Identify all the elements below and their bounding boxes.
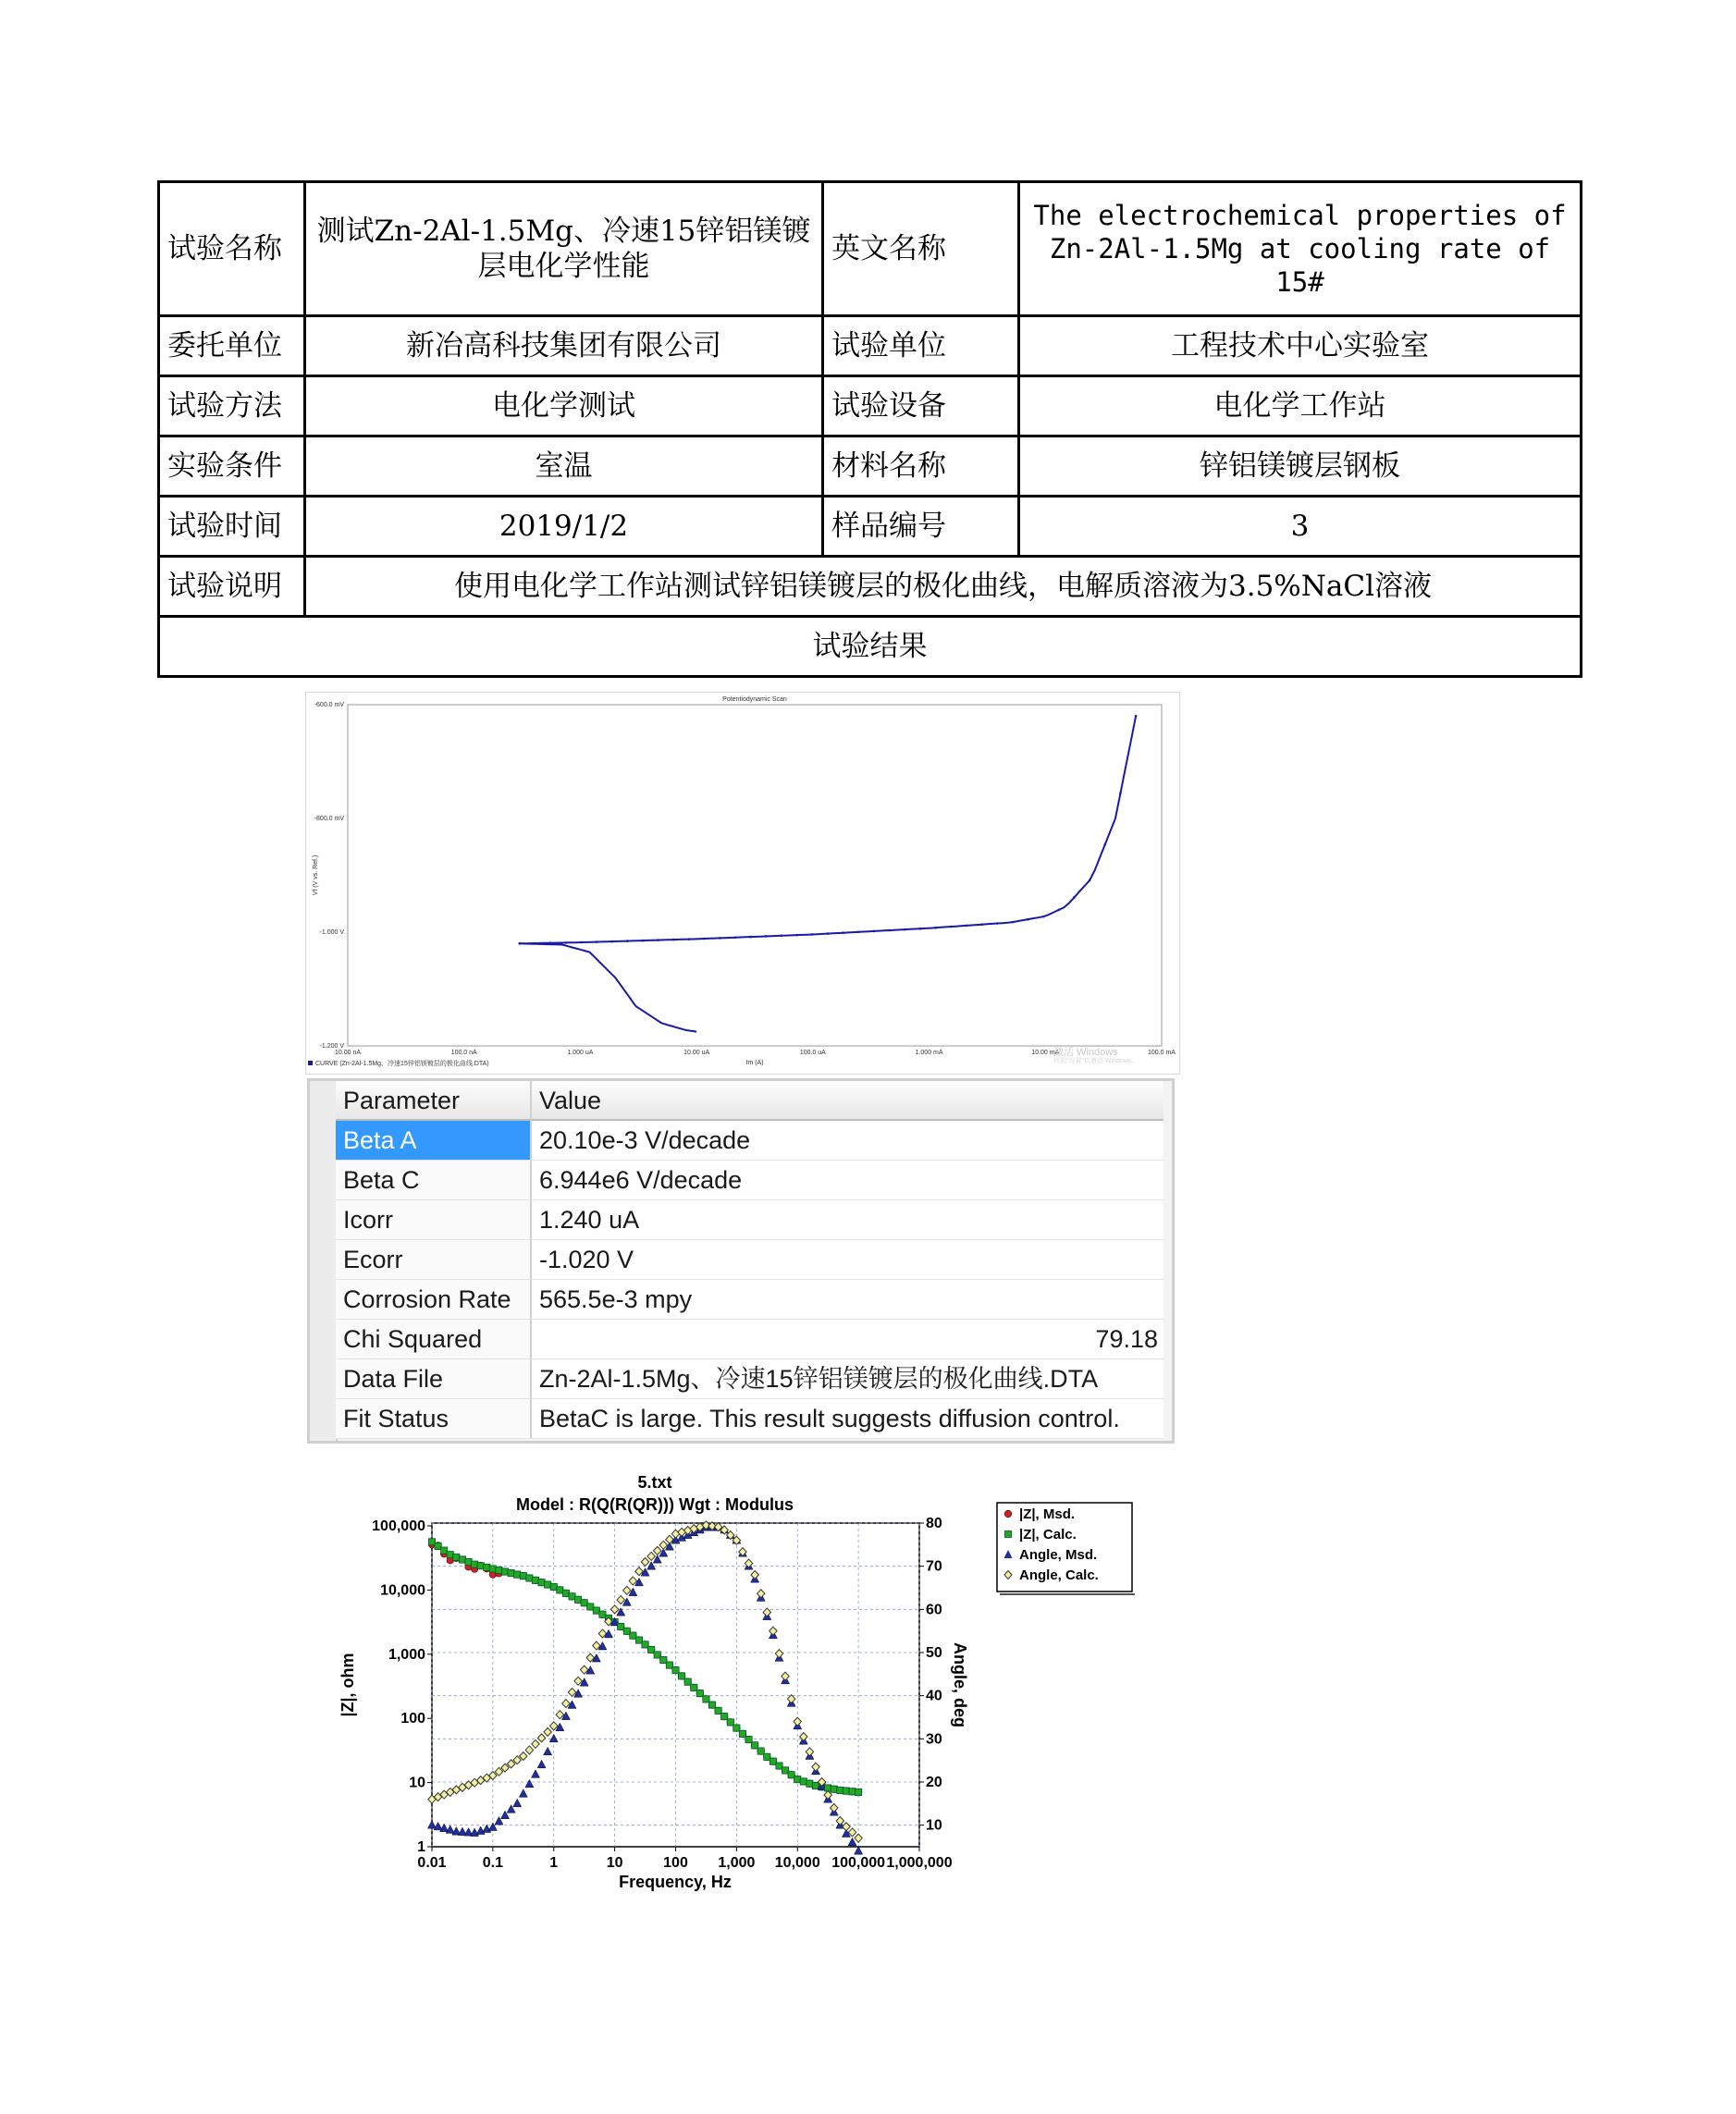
label-material: 材料名称: [823, 436, 1019, 497]
x-tick-label: 1.000 uA: [567, 1050, 594, 1056]
x-axis-label: Im (A): [745, 1060, 764, 1066]
z-calc-point: [727, 1719, 733, 1726]
curve-point: [842, 931, 844, 934]
english-name: The electrochemical properties of Zn-2Al-1.5Mg at cooling rate of 15#: [1019, 182, 1582, 316]
x-tick-label: 10.00 uA: [683, 1050, 710, 1056]
curve-point: [703, 938, 706, 940]
curve-point: [934, 927, 937, 929]
z-calc-point: [856, 1788, 862, 1795]
z-calc-point: [782, 1767, 788, 1774]
param-value[interactable]: 6.944e6 V/decade: [532, 1161, 1163, 1200]
x-axis-label: Frequency, Hz: [619, 1873, 732, 1891]
legend-z-msd-marker: [1004, 1510, 1012, 1518]
label-sample: 样品编号: [823, 497, 1019, 557]
windows-watermark-hint: 转到"设置"以激活 Windows。: [1053, 1058, 1139, 1064]
curve-point: [749, 936, 752, 939]
z-calc-point: [508, 1569, 514, 1576]
z-calc-point: [770, 1758, 776, 1764]
equipment: 电化学工作站: [1019, 376, 1582, 436]
label-date: 试验时间: [159, 497, 305, 557]
z-calc-point: [715, 1707, 721, 1714]
material: 锌铝镁镀层钢板: [1019, 436, 1582, 497]
lab: 工程技术中心实验室: [1019, 316, 1582, 376]
z-calc-point: [441, 1547, 448, 1554]
curve-point: [549, 941, 552, 944]
curve-point: [888, 929, 891, 932]
z-calc-point: [472, 1561, 478, 1567]
curve-point: [919, 928, 922, 930]
z-calc-point: [831, 1786, 837, 1792]
curve-point: [904, 928, 906, 931]
condition: 室温: [305, 436, 823, 497]
sample-number: 3: [1019, 497, 1582, 557]
z-calc-point: [812, 1782, 819, 1788]
grid-header: [336, 1081, 1163, 1121]
z-calc-point: [593, 1607, 599, 1614]
legend-entry: CURVE (Zn-2Al-1.5Mg、冷速15锌铝镁镀层的极化曲线.DTA): [315, 1061, 489, 1067]
grid-row[interactable]: [336, 1320, 1163, 1359]
z-calc-point: [843, 1788, 849, 1794]
param-name[interactable]: Chi Squared: [336, 1320, 532, 1359]
z-calc-point: [837, 1787, 843, 1793]
param-name[interactable]: Fit Status: [336, 1399, 532, 1439]
results-heading: 试验结果: [159, 617, 1582, 677]
param-name[interactable]: Corrosion Rate: [336, 1280, 532, 1320]
y-tick-label: -800.0 mV: [314, 816, 344, 822]
curve-point: [966, 925, 968, 928]
z-calc-point: [703, 1696, 709, 1702]
y-left-tick-label: 1,000: [388, 1646, 425, 1663]
z-calc-point: [788, 1772, 794, 1778]
z-calc-point: [459, 1556, 465, 1563]
windows-watermark: 激活 Windows: [1053, 1047, 1118, 1058]
grid-row[interactable]: [336, 1200, 1163, 1240]
y-right-tick-label: 60: [926, 1602, 942, 1618]
curve-point: [518, 942, 521, 945]
bode-plot: [333, 1466, 1147, 1900]
curve-point: [811, 933, 814, 936]
z-calc-point: [428, 1539, 435, 1545]
polarization-chart: [305, 692, 1180, 1075]
x-tick-label: 1,000,000: [886, 1855, 953, 1871]
header-parameter[interactable]: Parameter: [336, 1081, 532, 1121]
curve-point: [734, 936, 737, 939]
z-calc-point: [764, 1753, 770, 1760]
z-calc-point: [465, 1558, 472, 1565]
z-calc-point: [678, 1673, 684, 1679]
grid-row[interactable]: [336, 1359, 1163, 1399]
z-calc-point: [630, 1632, 636, 1639]
y-left-tick-label: 10,000: [380, 1582, 425, 1599]
param-value[interactable]: BetaC is large. This result suggests diffusion control.: [532, 1399, 1163, 1439]
z-calc-point: [587, 1604, 594, 1610]
y-right-tick-label: 80: [926, 1516, 942, 1531]
y-tick-label: -1.000 V: [319, 929, 344, 936]
curve-point: [688, 938, 691, 940]
y-right-axis-label: Angle, deg: [951, 1641, 969, 1728]
y-left-axis-label: |Z|, ohm: [339, 1653, 357, 1717]
y-tick-label: -1.200 V: [319, 1043, 344, 1050]
legend-swatch: [308, 1061, 313, 1065]
z-calc-point: [696, 1690, 703, 1697]
z-calc-point: [581, 1600, 587, 1606]
curve-point: [765, 935, 768, 938]
grid-row[interactable]: [336, 1161, 1163, 1200]
header-value[interactable]: Value: [532, 1081, 1163, 1121]
client: 新冶高科技集团有限公司: [305, 316, 823, 376]
z-calc-point: [642, 1641, 648, 1648]
z-calc-point: [849, 1788, 856, 1795]
polarization-plot: [306, 693, 1179, 1074]
legend-entry: Angle, Calc.: [1019, 1567, 1099, 1583]
param-value[interactable]: -1.020 V: [532, 1240, 1163, 1280]
y-left-tick-label: 1: [417, 1839, 425, 1855]
z-calc-point: [745, 1737, 752, 1743]
curve-point: [564, 941, 567, 944]
legend-entry: Angle, Msd.: [1019, 1547, 1098, 1563]
grid-row[interactable]: [336, 1399, 1163, 1439]
chart-subtitle: Model : R(Q(R(QR))) Wgt : Modulus: [516, 1495, 794, 1514]
y-axis-label: Vf (V vs. Ref.): [313, 854, 319, 896]
curve-point: [1089, 879, 1091, 882]
test-description: 使用电化学工作站测试锌铝镁镀层的极化曲线，电解质溶液为3.5%NaCl溶液: [305, 557, 1582, 617]
z-calc-point: [776, 1763, 782, 1769]
y-right-tick-label: 20: [926, 1775, 942, 1790]
report-table: [157, 180, 1582, 678]
fit-results-grid: [307, 1078, 1175, 1444]
param-value[interactable]: 565.5e-3 mpy: [532, 1280, 1163, 1320]
x-tick-label: 10.00 mA: [1031, 1050, 1060, 1056]
y-right-tick-label: 40: [926, 1688, 942, 1704]
z-calc-point: [757, 1748, 764, 1754]
legend-entry: |Z|, Calc.: [1019, 1527, 1077, 1542]
y-tick-label: -600.0 mV: [314, 702, 344, 708]
z-calc-point: [635, 1637, 642, 1643]
x-tick-label: 1.000 mA: [915, 1050, 943, 1056]
z-calc-point: [654, 1652, 660, 1658]
curve-point: [534, 942, 536, 945]
z-calc-point: [739, 1730, 745, 1737]
y-left-tick-label: 10: [409, 1775, 425, 1791]
param-name[interactable]: Beta C: [336, 1161, 532, 1200]
x-tick-label: 10,000: [774, 1855, 820, 1871]
x-tick-label: 1: [549, 1855, 559, 1871]
label-test-name: 试验名称: [159, 182, 305, 316]
z-calc-point: [618, 1623, 624, 1629]
curve-point: [672, 939, 675, 941]
z-calc-point: [708, 1702, 715, 1708]
x-tick-label: 100.0 uA: [799, 1050, 826, 1056]
x-tick-label: 100,000: [831, 1855, 886, 1871]
legend-entry: |Z|, Msd.: [1019, 1506, 1076, 1522]
y-right-tick-label: 70: [926, 1558, 942, 1575]
angle-msd-point: [855, 1847, 863, 1855]
x-tick-label: 0.01: [417, 1855, 447, 1871]
curve-point: [781, 934, 783, 937]
z-calc-point: [435, 1542, 441, 1549]
z-calc-point: [550, 1583, 557, 1590]
z-calc-point: [672, 1667, 679, 1674]
x-tick-label: 10.00 nA: [334, 1050, 362, 1056]
curve-point: [827, 932, 830, 935]
z-calc-point: [501, 1568, 508, 1575]
curve-point: [873, 930, 876, 933]
z-calc-point: [733, 1725, 740, 1731]
z-calc-point: [623, 1628, 630, 1634]
z-calc-point: [684, 1678, 691, 1685]
curve-point: [657, 939, 659, 941]
y-left-tick-label: 100: [400, 1711, 425, 1727]
curve-point: [857, 931, 860, 934]
param-value[interactable]: 1.240 uA: [532, 1200, 1163, 1240]
param-name[interactable]: Data File: [336, 1359, 532, 1399]
x-tick-label: 0.1: [482, 1855, 503, 1871]
label-description: 试验说明: [159, 557, 305, 617]
grid-row[interactable]: [336, 1121, 1163, 1161]
legend-z-calc-marker: [1005, 1531, 1012, 1538]
curve-point: [1073, 896, 1076, 899]
param-name[interactable]: Ecorr: [336, 1240, 532, 1280]
curve-point: [642, 940, 645, 942]
curve-point: [950, 926, 953, 928]
z-calc-point: [562, 1590, 569, 1596]
curve-point: [610, 940, 613, 943]
z-calc-point: [660, 1656, 667, 1663]
z-calc-point: [557, 1587, 563, 1593]
z-calc-point: [575, 1596, 582, 1603]
y-right-tick-label: 30: [926, 1731, 942, 1748]
plot-area: [348, 705, 1162, 1046]
z-calc-point: [489, 1566, 496, 1572]
label-method: 试验方法: [159, 376, 305, 436]
param-name[interactable]: Beta A: [336, 1121, 532, 1161]
label-english-name: 英文名称: [823, 182, 1019, 316]
label-equipment: 试验设备: [823, 376, 1019, 436]
curve-point: [1135, 715, 1138, 718]
param-value[interactable]: 79.18: [532, 1320, 1163, 1359]
row-gutter: [310, 1081, 338, 1441]
label-condition: 实验条件: [159, 436, 305, 497]
label-client: 委托单位: [159, 316, 305, 376]
z-calc-point: [599, 1611, 606, 1617]
z-calc-point: [721, 1714, 728, 1720]
chart-title: Potentiodynamic Scan: [722, 696, 787, 703]
test-date: 2019/1/2: [305, 497, 823, 557]
x-tick-label: 10: [606, 1855, 623, 1871]
curve-point: [626, 940, 629, 942]
x-tick-label: 100.0 nA: [450, 1050, 477, 1056]
z-calc-point: [752, 1742, 758, 1749]
param-name[interactable]: Icorr: [336, 1200, 532, 1240]
method: 电化学测试: [305, 376, 823, 436]
curve-point: [596, 940, 598, 943]
y-left-tick-label: 100,000: [372, 1518, 425, 1534]
curve-point: [1119, 792, 1122, 794]
curve-point: [1058, 909, 1061, 912]
curve-point: [1042, 916, 1045, 918]
z-calc-point: [496, 1567, 502, 1573]
param-value[interactable]: Zn-2Al-1.5Mg、冷速15锌铝镁镀层的极化曲线.DTA: [532, 1359, 1163, 1399]
curve-point: [996, 922, 999, 925]
curve-point: [1012, 921, 1015, 924]
label-lab: 试验单位: [823, 316, 1019, 376]
z-calc-point: [648, 1646, 655, 1653]
curve-point: [580, 941, 583, 944]
param-value[interactable]: 20.10e-3 V/decade: [532, 1121, 1163, 1161]
impedance-chart: [333, 1466, 1147, 1900]
test-name: 测试Zn-2Al-1.5Mg、冷速15锌铝镁镀层电化学性能: [305, 182, 823, 316]
y-right-tick-label: 50: [926, 1645, 942, 1661]
z-calc-point: [514, 1571, 521, 1578]
curve-point: [1103, 843, 1106, 846]
grid-row[interactable]: [336, 1240, 1163, 1280]
z-calc-point: [447, 1552, 453, 1558]
x-tick-label: 100.0 mA: [1148, 1050, 1176, 1056]
grid-row[interactable]: [336, 1280, 1163, 1320]
z-calc-point: [666, 1662, 672, 1668]
z-calc-point: [691, 1684, 697, 1690]
z-calc-point: [484, 1564, 490, 1570]
z-calc-point: [569, 1593, 575, 1600]
curve-point: [795, 934, 798, 937]
chart-title: 5.txt: [637, 1473, 672, 1492]
curve-point: [980, 923, 983, 926]
y-right-tick-label: 10: [926, 1817, 942, 1834]
x-tick-label: 1,000: [718, 1855, 756, 1871]
x-tick-label: 100: [663, 1855, 688, 1871]
curve-point: [1027, 918, 1029, 921]
curve-point: [719, 937, 721, 940]
